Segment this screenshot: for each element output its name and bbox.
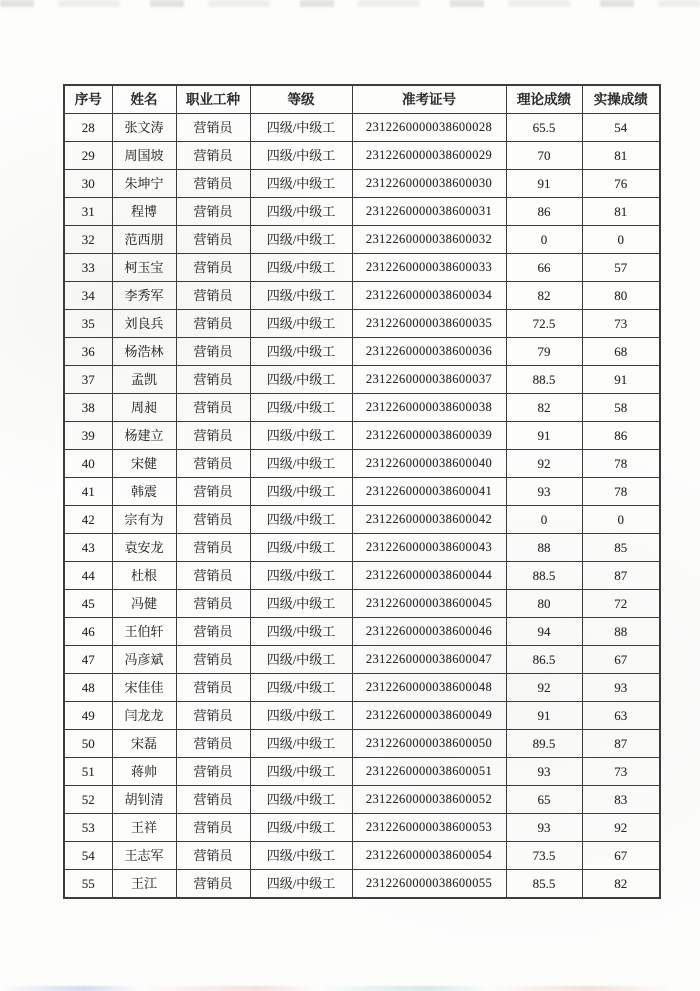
cell-occupation: 营销员 [176,590,250,618]
score-table [63,84,661,899]
cell-practical-score: 86 [582,422,660,450]
cell-name: 王江 [112,870,176,899]
cell-serial: 48 [64,674,112,702]
table-row [64,506,660,534]
cell-practical-score: 85 [582,534,660,562]
cell-practical-score: 78 [582,478,660,506]
table-row [64,674,660,702]
cell-exam-number: 2312260000038600036 [352,338,506,366]
cell-level: 四级/中级工 [250,170,352,198]
cell-practical-score: 73 [582,310,660,338]
cell-exam-number: 2312260000038600028 [352,114,506,142]
cell-level: 四级/中级工 [250,226,352,254]
table-row [64,338,660,366]
cell-theory-score: 88.5 [506,366,582,394]
cell-practical-score: 73 [582,758,660,786]
cell-serial: 38 [64,394,112,422]
cell-theory-score: 94 [506,618,582,646]
cell-name: 周昶 [112,394,176,422]
cell-theory-score: 66 [506,254,582,282]
cell-serial: 52 [64,786,112,814]
cell-name: 杨浩林 [112,338,176,366]
cell-exam-number: 2312260000038600050 [352,730,506,758]
cell-serial: 50 [64,730,112,758]
cell-practical-score: 68 [582,338,660,366]
cell-serial: 39 [64,422,112,450]
cell-serial: 45 [64,590,112,618]
cell-name: 孟凯 [112,366,176,394]
table-row [64,366,660,394]
cell-exam-number: 2312260000038600039 [352,422,506,450]
cell-name: 冯健 [112,590,176,618]
cell-serial: 35 [64,310,112,338]
cell-occupation: 营销员 [176,142,250,170]
table-row [64,114,660,142]
cell-occupation: 营销员 [176,702,250,730]
cell-theory-score: 82 [506,394,582,422]
cell-practical-score: 78 [582,450,660,478]
cell-exam-number: 2312260000038600049 [352,702,506,730]
cell-practical-score: 87 [582,730,660,758]
cell-serial: 49 [64,702,112,730]
cell-practical-score: 58 [582,394,660,422]
cell-serial: 51 [64,758,112,786]
cell-theory-score: 82 [506,282,582,310]
cell-occupation: 营销员 [176,478,250,506]
table-row [64,226,660,254]
cell-exam-number: 2312260000038600053 [352,814,506,842]
cell-occupation: 营销员 [176,758,250,786]
cell-name: 柯玉宝 [112,254,176,282]
cell-practical-score: 0 [582,506,660,534]
cell-theory-score: 0 [506,226,582,254]
cell-name: 冯彦斌 [112,646,176,674]
cell-name: 程博 [112,198,176,226]
cell-name: 闫龙龙 [112,702,176,730]
cell-theory-score: 65 [506,786,582,814]
cell-name: 朱坤宁 [112,170,176,198]
cell-level: 四级/中级工 [250,590,352,618]
cell-level: 四级/中级工 [250,114,352,142]
cell-exam-number: 2312260000038600031 [352,198,506,226]
cell-occupation: 营销员 [176,842,250,870]
cell-practical-score: 81 [582,198,660,226]
cell-serial: 40 [64,450,112,478]
cell-occupation: 营销员 [176,226,250,254]
cell-theory-score: 72.5 [506,310,582,338]
cell-level: 四级/中级工 [250,142,352,170]
cell-theory-score: 89.5 [506,730,582,758]
cell-serial: 55 [64,870,112,899]
cell-practical-score: 54 [582,114,660,142]
cell-practical-score: 80 [582,282,660,310]
cell-practical-score: 82 [582,870,660,899]
cell-exam-number: 2312260000038600030 [352,170,506,198]
cell-theory-score: 91 [506,170,582,198]
cell-practical-score: 91 [582,366,660,394]
table-row [64,198,660,226]
col-header-serial: 序号 [64,85,112,114]
cell-exam-number: 2312260000038600052 [352,786,506,814]
cell-serial: 37 [64,366,112,394]
table-row [64,870,660,899]
table-row [64,702,660,730]
cell-occupation: 营销员 [176,114,250,142]
cell-occupation: 营销员 [176,534,250,562]
col-header-occupation: 职业工种 [176,85,250,114]
cell-exam-number: 2312260000038600041 [352,478,506,506]
col-header-name: 姓名 [112,85,176,114]
cell-exam-number: 2312260000038600047 [352,646,506,674]
cell-name: 王伯轩 [112,618,176,646]
cell-level: 四级/中级工 [250,646,352,674]
table-row [64,450,660,478]
cell-serial: 47 [64,646,112,674]
cell-name: 胡钊清 [112,786,176,814]
table-row [64,758,660,786]
cell-level: 四级/中级工 [250,562,352,590]
cell-theory-score: 85.5 [506,870,582,899]
cell-theory-score: 86 [506,198,582,226]
scan-artifact-bottom [0,986,700,991]
cell-serial: 31 [64,198,112,226]
cell-level: 四级/中级工 [250,758,352,786]
cell-serial: 30 [64,170,112,198]
cell-level: 四级/中级工 [250,534,352,562]
cell-exam-number: 2312260000038600055 [352,870,506,899]
cell-theory-score: 91 [506,422,582,450]
cell-name: 蒋帅 [112,758,176,786]
cell-level: 四级/中级工 [250,842,352,870]
cell-practical-score: 83 [582,786,660,814]
cell-name: 王祥 [112,814,176,842]
score-table-body [64,114,660,899]
cell-occupation: 营销员 [176,450,250,478]
cell-exam-number: 2312260000038600037 [352,366,506,394]
table-row [64,422,660,450]
cell-level: 四级/中级工 [250,394,352,422]
cell-practical-score: 0 [582,226,660,254]
table-row [64,646,660,674]
cell-name: 宋健 [112,450,176,478]
cell-occupation: 营销员 [176,282,250,310]
cell-level: 四级/中级工 [250,870,352,899]
cell-serial: 28 [64,114,112,142]
cell-name: 宗有为 [112,506,176,534]
cell-theory-score: 93 [506,814,582,842]
cell-occupation: 营销员 [176,170,250,198]
cell-name: 袁安龙 [112,534,176,562]
cell-exam-number: 2312260000038600044 [352,562,506,590]
cell-occupation: 营销员 [176,394,250,422]
cell-serial: 53 [64,814,112,842]
table-row [64,282,660,310]
cell-exam-number: 2312260000038600040 [352,450,506,478]
cell-exam-number: 2312260000038600051 [352,758,506,786]
table-row [64,310,660,338]
cell-level: 四级/中级工 [250,254,352,282]
cell-occupation: 营销员 [176,730,250,758]
cell-level: 四级/中级工 [250,422,352,450]
cell-level: 四级/中级工 [250,702,352,730]
cell-level: 四级/中级工 [250,730,352,758]
cell-occupation: 营销员 [176,422,250,450]
cell-occupation: 营销员 [176,674,250,702]
cell-serial: 46 [64,618,112,646]
cell-occupation: 营销员 [176,814,250,842]
cell-level: 四级/中级工 [250,478,352,506]
cell-level: 四级/中级工 [250,310,352,338]
cell-practical-score: 93 [582,674,660,702]
cell-exam-number: 2312260000038600043 [352,534,506,562]
cell-exam-number: 2312260000038600035 [352,310,506,338]
cell-name: 韩震 [112,478,176,506]
cell-occupation: 营销员 [176,618,250,646]
table-row [64,394,660,422]
cell-level: 四级/中级工 [250,506,352,534]
cell-theory-score: 91 [506,702,582,730]
cell-theory-score: 0 [506,506,582,534]
cell-occupation: 营销员 [176,338,250,366]
cell-occupation: 营销员 [176,786,250,814]
cell-name: 杨建立 [112,422,176,450]
cell-exam-number: 2312260000038600032 [352,226,506,254]
cell-name: 张文涛 [112,114,176,142]
table-row [64,478,660,506]
table-row [64,590,660,618]
cell-exam-number: 2312260000038600048 [352,674,506,702]
cell-serial: 41 [64,478,112,506]
cell-practical-score: 63 [582,702,660,730]
cell-serial: 33 [64,254,112,282]
table-row [64,254,660,282]
cell-serial: 44 [64,562,112,590]
table-row [64,730,660,758]
cell-level: 四级/中级工 [250,674,352,702]
table-row [64,534,660,562]
cell-name: 范西朋 [112,226,176,254]
cell-theory-score: 88 [506,534,582,562]
cell-exam-number: 2312260000038600045 [352,590,506,618]
table-row [64,814,660,842]
cell-exam-number: 2312260000038600046 [352,618,506,646]
cell-serial: 43 [64,534,112,562]
cell-exam-number: 2312260000038600042 [352,506,506,534]
cell-name: 杜根 [112,562,176,590]
table-row [64,142,660,170]
cell-theory-score: 92 [506,674,582,702]
cell-exam-number: 2312260000038600029 [352,142,506,170]
cell-theory-score: 80 [506,590,582,618]
cell-theory-score: 93 [506,478,582,506]
cell-exam-number: 2312260000038600033 [352,254,506,282]
cell-name: 王志军 [112,842,176,870]
table-row [64,842,660,870]
cell-occupation: 营销员 [176,310,250,338]
cell-exam-number: 2312260000038600054 [352,842,506,870]
cell-theory-score: 79 [506,338,582,366]
cell-practical-score: 76 [582,170,660,198]
cell-occupation: 营销员 [176,646,250,674]
cell-theory-score: 65.5 [506,114,582,142]
cell-serial: 42 [64,506,112,534]
table-row [64,786,660,814]
cell-theory-score: 86.5 [506,646,582,674]
cell-theory-score: 93 [506,758,582,786]
cell-occupation: 营销员 [176,254,250,282]
cell-occupation: 营销员 [176,198,250,226]
col-header-theory-score: 理论成绩 [506,85,582,114]
cell-name: 宋佳佳 [112,674,176,702]
cell-level: 四级/中级工 [250,198,352,226]
cell-occupation: 营销员 [176,366,250,394]
cell-exam-number: 2312260000038600034 [352,282,506,310]
cell-serial: 29 [64,142,112,170]
cell-level: 四级/中级工 [250,786,352,814]
table-header-row [64,85,660,114]
cell-name: 宋磊 [112,730,176,758]
cell-practical-score: 72 [582,590,660,618]
cell-name: 刘良兵 [112,310,176,338]
cell-level: 四级/中级工 [250,450,352,478]
cell-exam-number: 2312260000038600038 [352,394,506,422]
cell-serial: 54 [64,842,112,870]
cell-practical-score: 67 [582,842,660,870]
col-header-level: 等级 [250,85,352,114]
cell-occupation: 营销员 [176,506,250,534]
cell-theory-score: 70 [506,142,582,170]
cell-occupation: 营销员 [176,562,250,590]
col-header-exam-number: 准考证号 [352,85,506,114]
cell-practical-score: 88 [582,618,660,646]
cell-level: 四级/中级工 [250,366,352,394]
table-row [64,618,660,646]
cell-theory-score: 88.5 [506,562,582,590]
cell-theory-score: 92 [506,450,582,478]
cell-practical-score: 81 [582,142,660,170]
cell-name: 李秀军 [112,282,176,310]
cell-practical-score: 87 [582,562,660,590]
cell-serial: 32 [64,226,112,254]
cell-occupation: 营销员 [176,870,250,899]
cell-level: 四级/中级工 [250,618,352,646]
cell-level: 四级/中级工 [250,814,352,842]
cell-name: 周国坡 [112,142,176,170]
col-header-practical-score: 实操成绩 [582,85,660,114]
cell-practical-score: 92 [582,814,660,842]
cell-practical-score: 57 [582,254,660,282]
cell-theory-score: 73.5 [506,842,582,870]
cell-practical-score: 67 [582,646,660,674]
cell-serial: 34 [64,282,112,310]
table-row [64,170,660,198]
table-row [64,562,660,590]
cell-level: 四级/中级工 [250,338,352,366]
cell-level: 四级/中级工 [250,282,352,310]
cell-serial: 36 [64,338,112,366]
scan-artifact-top [0,0,700,7]
